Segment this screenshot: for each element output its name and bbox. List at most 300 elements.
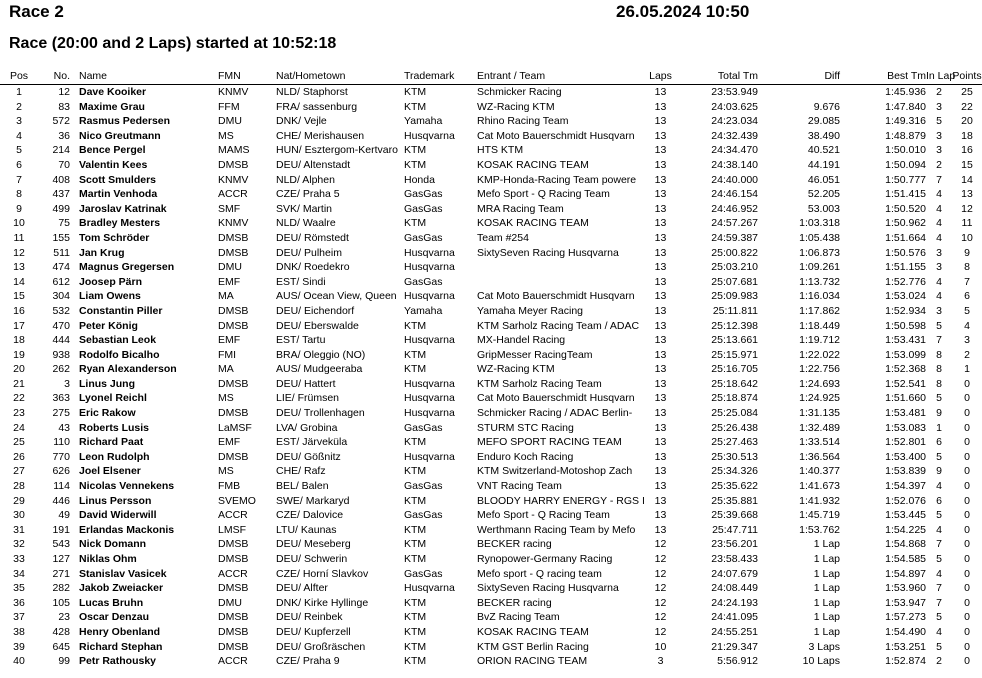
col-header-best: Best Tm <box>887 70 926 82</box>
cell-team: Team #254 <box>477 231 529 244</box>
cell-total: 21:29.347 <box>711 640 758 653</box>
cell-laps: 13 <box>654 158 667 171</box>
cell-laps: 13 <box>654 173 667 186</box>
cell-fmn: DMU <box>218 115 242 128</box>
cell-points: 0 <box>964 582 970 595</box>
cell-trademark: KTM <box>404 523 427 536</box>
cell-team: BECKER racing <box>477 538 552 551</box>
cell-diff: 53.003 <box>807 202 840 215</box>
cell-nat: DNK/ Roedekro <box>276 261 350 274</box>
cell-name: Constantin Piller <box>79 304 163 317</box>
cell-trademark: KTM <box>404 217 427 230</box>
cell-fmn: DMSB <box>218 582 249 595</box>
cell-pos: 37 <box>13 611 25 624</box>
cell-diff: 46.051 <box>807 173 840 186</box>
cell-trademark: KTM <box>404 553 427 565</box>
cell-fmn: DMSB <box>218 377 249 390</box>
cell-diff: 1:17.862 <box>799 304 840 317</box>
cell-nat: CHE/ Merishausen <box>276 129 365 142</box>
cell-diff <box>758 85 840 100</box>
table-row <box>0 304 982 319</box>
cell-best: 1:52.541 <box>885 377 926 390</box>
cell-pos: 23 <box>13 407 25 420</box>
cell-best: 1:52.934 <box>885 304 926 317</box>
cell-fmn: MA <box>218 290 234 303</box>
cell-team: HTS KTM <box>477 144 524 157</box>
cell-inlap: 2 <box>936 655 942 668</box>
cell-pos: 32 <box>13 538 25 551</box>
table-row <box>0 348 982 363</box>
cell-diff: 1 Lap <box>813 582 840 595</box>
cell-team: Werthmann Racing Team by Mefo <box>477 523 636 536</box>
cell-laps: 12 <box>654 567 667 580</box>
cell-team: GripMesser RacingTeam <box>477 348 593 361</box>
cell-no: 304 <box>52 290 70 303</box>
cell-team: KOSAK RACING TEAM <box>477 625 589 638</box>
cell-pos: 21 <box>13 377 25 390</box>
cell-team: MRA Racing Team <box>477 202 564 215</box>
cell-team: Mefo Sport - Q Racing Team <box>477 188 610 201</box>
cell-trademark: GasGas <box>404 202 443 215</box>
cell-trademark: Husqvarna <box>404 290 455 303</box>
cell-no: 474 <box>52 261 70 274</box>
cell-best: 1:50.777 <box>885 173 926 186</box>
cell-name: Linus Persson <box>79 494 152 507</box>
table-row <box>0 508 982 523</box>
cell-nat: BRA/ Oleggio (NO) <box>276 348 366 361</box>
cell-trademark: KTM <box>404 319 427 332</box>
cell-pos: 27 <box>13 465 25 478</box>
cell-name: Leon Rudolph <box>79 450 150 463</box>
cell-total: 24:38.140 <box>711 158 758 171</box>
cell-name: Sebastian Leok <box>79 334 157 347</box>
cell-diff: 1 Lap <box>813 567 840 580</box>
cell-team: Yamaha Meyer Racing <box>477 304 584 317</box>
table-header-row <box>0 68 982 85</box>
cell-laps: 12 <box>654 582 667 595</box>
cell-nat: DNK/ Vejle <box>276 115 327 128</box>
cell-name: Peter König <box>79 319 138 332</box>
cell-inlap: 5 <box>936 392 942 405</box>
cell-total: 24:23.034 <box>711 115 758 128</box>
cell-trademark: GasGas <box>404 231 443 244</box>
table-row <box>0 158 982 173</box>
cell-fmn: DMSB <box>218 625 249 638</box>
cell-laps: 13 <box>654 100 667 113</box>
cell-best: 1:50.094 <box>885 158 926 171</box>
table-row <box>0 567 982 582</box>
cell-pos: 35 <box>13 582 25 595</box>
table-row <box>0 391 982 406</box>
race-datetime: 26.05.2024 10:50 <box>616 2 750 21</box>
cell-diff: 10 Laps <box>802 655 840 668</box>
cell-inlap: 4 <box>936 480 942 493</box>
cell-total: 25:15.971 <box>711 348 758 361</box>
cell-pos: 17 <box>13 319 25 332</box>
cell-points: 14 <box>961 173 973 186</box>
cell-pos: 33 <box>13 553 25 565</box>
cell-pos: 7 <box>16 173 22 186</box>
cell-inlap: 7 <box>936 582 942 595</box>
cell-inlap: 7 <box>936 596 942 609</box>
cell-no: 446 <box>52 494 70 507</box>
col-header-trademark: Trademark <box>404 70 455 82</box>
cell-name: Scott Smulders <box>79 173 157 186</box>
cell-fmn: DMSB <box>218 538 249 551</box>
cell-inlap: 4 <box>936 523 942 536</box>
cell-no: 770 <box>52 450 70 463</box>
cell-team: KTM Sarholz Racing Team <box>477 377 602 390</box>
table-row <box>0 289 982 304</box>
cell-points: 22 <box>961 100 973 113</box>
cell-total: 25:18.642 <box>711 377 758 390</box>
cell-diff: 1:53.762 <box>799 523 840 536</box>
cell-best: 1:54.868 <box>885 538 926 551</box>
cell-laps: 13 <box>654 115 667 128</box>
cell-no: 499 <box>52 202 70 215</box>
cell-fmn: KNMV <box>218 173 249 186</box>
cell-diff: 1 Lap <box>813 625 840 638</box>
cell-name: Roberts Lusis <box>79 421 150 434</box>
cell-diff: 1:40.377 <box>799 465 840 478</box>
cell-pos: 5 <box>16 144 22 157</box>
cell-team: Enduro Koch Racing <box>477 450 574 463</box>
cell-inlap: 6 <box>936 436 942 449</box>
cell-nat: AUS/ Mudgeeraba <box>276 363 363 376</box>
cell-laps: 13 <box>654 319 667 332</box>
cell-pos: 30 <box>13 509 25 522</box>
cell-inlap: 3 <box>936 304 942 317</box>
cell-diff: 3 Laps <box>808 640 840 653</box>
cell-fmn: DMSB <box>218 158 249 171</box>
cell-points: 0 <box>964 596 970 609</box>
table-row <box>0 421 982 436</box>
cell-fmn: MS <box>218 392 234 405</box>
cell-fmn: FFM <box>218 100 240 113</box>
cell-best: 1:50.598 <box>885 319 926 332</box>
cell-nat: CZE/ Horní Slavkov <box>276 567 369 580</box>
cell-trademark: Husqvarna <box>404 407 455 420</box>
cell-laps: 13 <box>654 144 667 157</box>
cell-pos: 6 <box>16 158 22 171</box>
cell-no: 470 <box>52 319 70 332</box>
cell-total: 25:27.463 <box>711 436 758 449</box>
cell-inlap: 8 <box>936 363 942 376</box>
cell-pos: 39 <box>13 640 25 653</box>
cell-trademark: KTM <box>404 436 427 449</box>
table-row <box>0 406 982 421</box>
cell-name: Jan Krug <box>79 246 125 259</box>
cell-trademark: Husqvarna <box>404 377 455 390</box>
cell-laps: 13 <box>654 188 667 201</box>
cell-total: 25:30.513 <box>711 450 758 463</box>
cell-team: BvZ Racing Team <box>477 611 560 624</box>
cell-trademark: Yamaha <box>404 304 443 317</box>
table-row <box>0 640 982 655</box>
cell-name: Bence Pergel <box>79 144 146 157</box>
cell-no: 532 <box>52 304 70 317</box>
table-row <box>0 173 982 188</box>
cell-name: Martin Venhoda <box>79 188 158 201</box>
cell-diff: 40.521 <box>807 144 840 157</box>
table-row <box>0 143 982 158</box>
cell-total: 25:25.084 <box>711 407 758 420</box>
cell-name: Joosep Pärn <box>79 275 143 288</box>
cell-nat: DNK/ Kirke Hyllinge <box>276 596 369 609</box>
cell-points: 0 <box>964 538 970 551</box>
cell-pos: 3 <box>16 115 22 128</box>
table-row <box>0 435 982 450</box>
cell-inlap: 3 <box>936 100 942 113</box>
table-row <box>0 523 982 538</box>
cell-points: 1 <box>964 363 970 376</box>
cell-name: David Widerwill <box>79 509 157 522</box>
table-row <box>0 362 982 377</box>
cell-points: 0 <box>964 377 970 390</box>
cell-trademark: Yamaha <box>404 115 443 128</box>
cell-nat: CHE/ Rafz <box>276 465 326 478</box>
cell-points: 0 <box>964 567 970 580</box>
cell-best: 1:50.010 <box>885 144 926 157</box>
cell-team: KOSAK RACING TEAM <box>477 217 589 230</box>
cell-best: 1:48.879 <box>885 129 926 142</box>
cell-inlap: 4 <box>936 188 942 201</box>
cell-name: Maxime Grau <box>79 100 145 113</box>
cell-fmn: DMSB <box>218 640 249 653</box>
race-subtitle: Race (20:00 and 2 Laps) started at 10:52:18 <box>9 35 337 52</box>
cell-trademark: Husqvarna <box>404 261 455 274</box>
cell-no: 127 <box>52 553 70 565</box>
cell-inlap: 5 <box>936 115 942 128</box>
cell-pos: 4 <box>16 129 22 142</box>
cell-points: 15 <box>961 158 973 171</box>
cell-laps: 13 <box>654 450 667 463</box>
cell-name: Eric Rakow <box>79 407 136 420</box>
table-row <box>0 260 982 275</box>
cell-no: 83 <box>58 100 70 113</box>
cell-fmn: DMSB <box>218 304 249 317</box>
cell-name: Liam Owens <box>79 290 141 303</box>
cell-trademark: GasGas <box>404 188 443 201</box>
cell-pos: 15 <box>13 290 25 303</box>
cell-total: 25:12.398 <box>711 319 758 332</box>
cell-nat: DEU/ Gößnitz <box>276 450 341 463</box>
cell-points: 12 <box>961 202 973 215</box>
cell-inlap: 5 <box>936 640 942 653</box>
cell-trademark: Husqvarna <box>404 246 455 259</box>
cell-best: 1:50.520 <box>885 202 926 215</box>
cell-team <box>473 260 643 275</box>
cell-name: Nicolas Vennekens <box>79 480 175 493</box>
cell-no: 99 <box>58 655 70 668</box>
cell-points: 0 <box>964 625 970 638</box>
col-header-team: Entrant / Team <box>477 70 546 82</box>
race-title: Race 2 <box>9 2 64 21</box>
cell-trademark: KTM <box>404 100 427 113</box>
cell-name: Niklas Ohm <box>79 553 137 565</box>
cell-diff: 1:22.756 <box>799 363 840 376</box>
table-row <box>0 654 982 669</box>
cell-fmn: ACCR <box>218 655 248 668</box>
cell-name: Richard Paat <box>79 436 144 449</box>
cell-diff: 1:16.034 <box>799 290 840 303</box>
cell-inlap: 6 <box>936 494 942 507</box>
cell-pos: 11 <box>13 231 25 244</box>
cell-diff: 1 Lap <box>813 553 840 565</box>
table-row <box>0 610 982 625</box>
cell-points: 0 <box>964 465 970 478</box>
cell-total: 25:35.881 <box>711 494 758 507</box>
cell-fmn: EMF <box>218 436 241 449</box>
cell-points: 0 <box>964 611 970 624</box>
cell-no: 271 <box>52 567 70 580</box>
cell-laps: 13 <box>654 436 667 449</box>
cell-best: 1:53.400 <box>885 450 926 463</box>
table-row <box>0 129 982 144</box>
cell-laps: 13 <box>654 407 667 420</box>
cell-inlap: 3 <box>936 129 942 142</box>
cell-no: 938 <box>52 348 70 361</box>
cell-diff: 1:03.318 <box>799 217 840 230</box>
cell-fmn: SMF <box>218 202 241 215</box>
cell-nat: DEU/ Schwerin <box>276 553 348 565</box>
cell-diff: 29.085 <box>807 115 840 128</box>
cell-fmn: MS <box>218 129 234 142</box>
cell-trademark: KTM <box>404 348 427 361</box>
cell-best: 1:47.840 <box>885 100 926 113</box>
cell-total: 25:13.661 <box>711 334 758 347</box>
cell-no: 23 <box>58 611 70 624</box>
cell-pos: 19 <box>13 348 25 361</box>
cell-fmn: LMSF <box>218 523 247 536</box>
cell-nat: DEU/ Trollenhagen <box>276 407 365 420</box>
cell-diff: 1:32.489 <box>799 421 840 434</box>
cell-laps: 13 <box>654 392 667 405</box>
table-row <box>0 275 982 290</box>
table-row <box>0 537 982 552</box>
cell-no: 444 <box>52 334 70 347</box>
cell-name: Henry Obenland <box>79 625 161 638</box>
cell-trademark: KTM <box>404 655 427 668</box>
cell-nat: DEU/ Pulheim <box>276 246 342 259</box>
cell-team: WZ-Racing KTM <box>477 100 555 113</box>
table-row <box>0 494 982 509</box>
table-row <box>0 114 982 129</box>
cell-points: 20 <box>961 115 973 128</box>
cell-name: Richard Stephan <box>79 640 163 653</box>
cell-total: 24:41.095 <box>711 611 758 624</box>
cell-trademark: KTM <box>404 611 427 624</box>
cell-trademark: KTM <box>404 625 427 638</box>
cell-total: 23:58.433 <box>711 553 758 565</box>
col-header-diff: Diff <box>824 70 840 82</box>
cell-points: 18 <box>961 129 973 142</box>
cell-inlap: 7 <box>936 538 942 551</box>
table-row <box>0 216 982 231</box>
cell-points: 0 <box>964 450 970 463</box>
cell-best: 1:50.962 <box>885 217 926 230</box>
cell-team: ORION RACING TEAM <box>477 655 588 668</box>
cell-best: 1:53.431 <box>885 334 926 347</box>
cell-no: 36 <box>58 129 70 142</box>
cell-total: 24:46.952 <box>711 202 758 215</box>
cell-best: 1:57.273 <box>885 611 926 624</box>
cell-diff: 1:45.719 <box>799 509 840 522</box>
cell-trademark: KTM <box>404 465 427 478</box>
cell-nat: NLD/ Alphen <box>276 173 335 186</box>
cell-diff: 1:09.261 <box>799 261 840 274</box>
cell-team: BECKER racing <box>477 596 552 609</box>
cell-team: KTM Switzerland-Motoshop Zach <box>477 465 633 478</box>
cell-name: Lyonel Reichl <box>79 392 147 405</box>
cell-no: 572 <box>52 115 70 128</box>
cell-inlap: 3 <box>936 246 942 259</box>
cell-inlap: 4 <box>936 290 942 303</box>
cell-best: 1:52.874 <box>885 655 926 668</box>
cell-inlap: 4 <box>936 202 942 215</box>
cell-total: 24:07.679 <box>711 567 758 580</box>
cell-no: 437 <box>52 188 70 201</box>
cell-no: 12 <box>58 86 70 98</box>
cell-trademark: KTM <box>404 86 427 98</box>
cell-diff: 1:33.514 <box>799 436 840 449</box>
cell-points: 0 <box>964 436 970 449</box>
cell-diff: 38.490 <box>807 129 840 142</box>
cell-team: Cat Moto Bauerschmidt Husqvarn <box>477 129 635 142</box>
cell-fmn: FMB <box>218 480 241 493</box>
table-row <box>0 231 982 246</box>
cell-name: Bradley Mesters <box>79 217 161 230</box>
cell-laps: 13 <box>654 86 667 98</box>
cell-total: 24:08.449 <box>711 582 758 595</box>
table-row <box>0 625 982 640</box>
cell-name: Tom Schröder <box>79 231 150 244</box>
cell-laps: 3 <box>657 655 664 668</box>
cell-nat: LTU/ Kaunas <box>276 523 337 536</box>
cell-total: 25:07.681 <box>711 275 758 288</box>
cell-best: 1:52.801 <box>885 436 926 449</box>
cell-nat: DEU/ Großräschen <box>276 640 366 653</box>
cell-points: 0 <box>964 509 970 522</box>
cell-trademark: Honda <box>404 173 435 186</box>
cell-team: MEFO SPORT RACING TEAM <box>477 436 622 449</box>
cell-no: 105 <box>52 596 70 609</box>
cell-laps: 13 <box>654 261 667 274</box>
cell-diff: 1:31.135 <box>799 407 840 420</box>
cell-team: WZ-Racing KTM <box>477 363 555 376</box>
cell-diff: 44.191 <box>807 158 840 171</box>
cell-name: Ryan Alexanderson <box>79 363 177 376</box>
cell-diff: 1:41.673 <box>799 480 840 493</box>
cell-no: 543 <box>52 538 70 551</box>
cell-name: Dave Kooiker <box>79 86 147 98</box>
cell-laps: 13 <box>654 421 667 434</box>
cell-inlap: 3 <box>936 261 942 274</box>
table-row <box>0 377 982 392</box>
col-header-no: No. <box>53 70 70 82</box>
col-header-laps: Laps <box>649 70 672 82</box>
cell-points: 9 <box>964 246 970 259</box>
cell-no: 262 <box>52 363 70 376</box>
cell-team <box>473 275 643 290</box>
cell-nat: DEU/ Altenstadt <box>276 158 351 171</box>
cell-fmn: MAMS <box>218 144 250 157</box>
cell-diff: 1 Lap <box>813 611 840 624</box>
cell-nat: DEU/ Alfter <box>276 582 328 595</box>
cell-fmn: KNMV <box>218 217 249 230</box>
table-row <box>0 479 982 494</box>
cell-best: 1:54.897 <box>885 567 926 580</box>
